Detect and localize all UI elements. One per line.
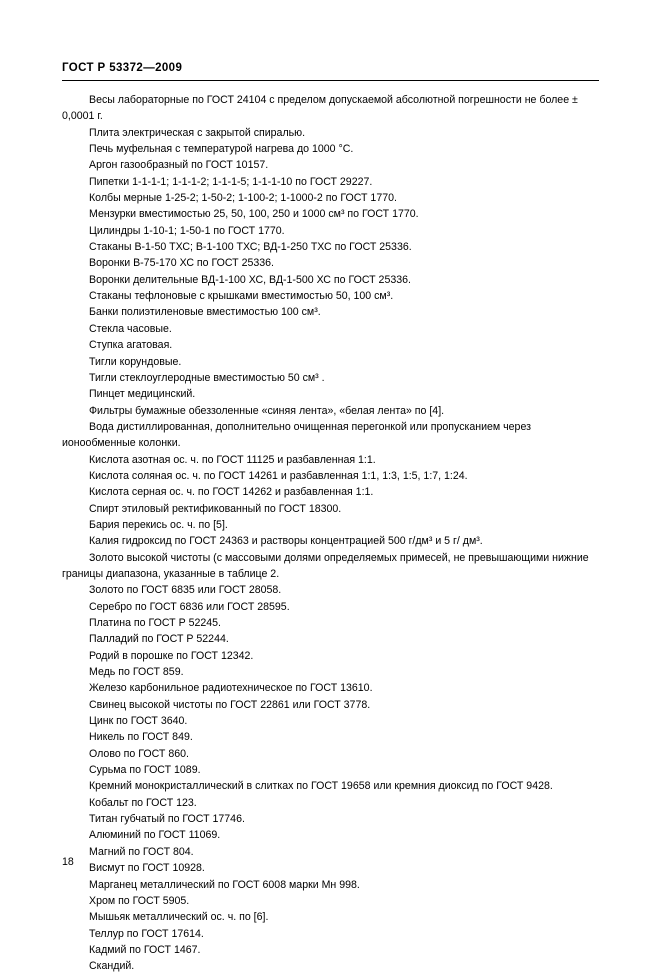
header-divider: [62, 80, 599, 81]
document-paragraph: Скандий.: [89, 960, 135, 973]
document-paragraph: Пинцет медицинский.: [89, 388, 196, 401]
document-paragraph: Магний по ГОСТ 804.: [89, 845, 194, 858]
document-paragraph: Стаканы В-1-50 ТХС; В-1-100 ТХС; ВД-1-250 ТХС по ГОСТ 25336.: [89, 241, 412, 254]
document-paragraph: Цинк по ГОСТ 3640.: [89, 715, 188, 728]
document-paragraph: Вода дистиллированная, дополнительно очищенная перегонкой или пропусканием через ионообменные колонки.: [62, 420, 534, 450]
document-paragraph: Кислота соляная ос. ч. по ГОСТ 14261 и разбавленная 1:1, 1:3, 1:5, 1:7, 1:24.: [89, 469, 468, 482]
document-paragraph: Марганец металлический по ГОСТ 6008 марки Мн 998.: [89, 878, 360, 891]
document-paragraph: Никель по ГОСТ 849.: [89, 731, 193, 744]
document-paragraph: Кислота серная ос. ч. по ГОСТ 14262 и разбавленная 1:1.: [89, 486, 374, 499]
document-paragraph: Бария перекись ос. ч. по [5].: [89, 518, 228, 531]
document-paragraph: Фильтры бумажные обеззоленные «синяя лента», «белая лента» по [4].: [89, 404, 445, 417]
document-paragraph: Платина по ГОСТ Р 52245.: [89, 617, 221, 629]
document-paragraph: Золото высокой чистоты (с массовыми долями определяемых примесей, не превышающими нижние границы диапазона, указанные в таблице 2.: [62, 551, 592, 580]
document-paragraph: Спирт этиловый ректификованный по ГОСТ 18300.: [89, 502, 342, 515]
document-paragraph: Калия гидроксид по ГОСТ 24363 и растворы концентрацией 500 г/дм³ и 5 г/ дм³.: [89, 535, 483, 548]
document-paragraph: Кремний монокристаллический в слитках по ГОСТ 19658 или кремния диоксид по ГОСТ 9428.: [89, 780, 553, 793]
document-paragraph: Серебро по ГОСТ 6836 или ГОСТ 28595.: [89, 600, 290, 613]
document-paragraph: Плита электрическая с закрытой спиралью.: [89, 126, 306, 139]
document-paragraph: Палладий по ГОСТ Р 52244.: [89, 633, 229, 646]
document-paragraph: Свинец высокой чистоты по ГОСТ 22861 или ГОСТ 3778.: [89, 698, 371, 711]
document-paragraph: Банки полиэтиленовые вместимостью 100 см³.: [89, 306, 321, 319]
document-paragraph: Колбы мерные 1-25-2; 1-50-2; 1-100-2; 1-1000-2 по ГОСТ 1770.: [89, 192, 397, 205]
standard-header: ГОСТ Р 53372—2009: [62, 62, 183, 74]
document-paragraph: Воронки делительные ВД-1-100 ХС, ВД-1-500 ХС по ГОСТ 25336.: [89, 273, 411, 286]
document-paragraph: Стекла часовые.: [89, 322, 172, 335]
document-paragraph: Весы лабораторные по ГОСТ 24104 с пределом допускаемой абсолютной погрешности не более ± 0,0001 г.: [62, 94, 581, 123]
document-paragraph: Тигли корундовые.: [89, 355, 182, 368]
document-paragraph: Титан губчатый по ГОСТ 17746.: [89, 813, 245, 826]
document-paragraph: Кобальт по ГОСТ 123.: [89, 796, 197, 809]
document-paragraph: Ступка агатовая.: [89, 339, 173, 352]
document-paragraph: Печь муфельная с температурой нагрева до 1000 °С.: [89, 143, 354, 156]
document-paragraph: Кадмий по ГОСТ 1467.: [89, 943, 201, 956]
document-paragraph: Золото по ГОСТ 6835 или ГОСТ 28058.: [89, 584, 282, 597]
document-paragraph: Мышьяк металлический ос. ч. по [6].: [89, 911, 269, 924]
document-paragraph: Алюминий по ГОСТ 11069.: [89, 829, 221, 842]
document-paragraph: Родий в порошке по ГОСТ 12342.: [89, 649, 254, 662]
document-paragraph: Хром по ГОСТ 5905.: [89, 894, 190, 907]
document-paragraph: Кислота азотная ос. ч. по ГОСТ 11125 и разбавленная 1:1.: [89, 453, 376, 466]
document-paragraph: Тигли стеклоуглеродные вместимостью 50 см³ .: [89, 371, 325, 384]
document-paragraph: Висмут по ГОСТ 10928.: [89, 862, 205, 875]
document-paragraph: Медь по ГОСТ 859.: [89, 666, 184, 679]
document-paragraph: Цилиндры 1-10-1; 1-50-1 по ГОСТ 1770.: [89, 224, 285, 237]
document-paragraph: Железо карбонильное радиотехническое по ГОСТ 13610.: [89, 682, 373, 695]
page-number: 18: [62, 856, 74, 868]
document-paragraph: Мензурки вместимостью 25, 50, 100, 250 и 1000 см³ по ГОСТ 1770.: [89, 208, 419, 221]
document-paragraph: Олово по ГОСТ 860.: [89, 747, 189, 760]
document-paragraph: Теллур по ГОСТ 17614.: [89, 927, 204, 940]
document-paragraph: Стаканы тефлоновые с крышками вместимостью 50, 100 см³.: [89, 290, 394, 303]
document-body: [62, 92, 602, 975]
document-paragraph: Пипетки 1-1-1-1; 1-1-1-2; 1-1-1-5; 1-1-1-10 по ГОСТ 29227.: [89, 175, 373, 188]
document-paragraph: Аргон газообразный по ГОСТ 10157.: [89, 159, 269, 172]
document-paragraph: Воронки В-75-170 ХС по ГОСТ 25336.: [89, 257, 274, 270]
document-paragraph: Сурьма по ГОСТ 1089.: [89, 764, 201, 777]
